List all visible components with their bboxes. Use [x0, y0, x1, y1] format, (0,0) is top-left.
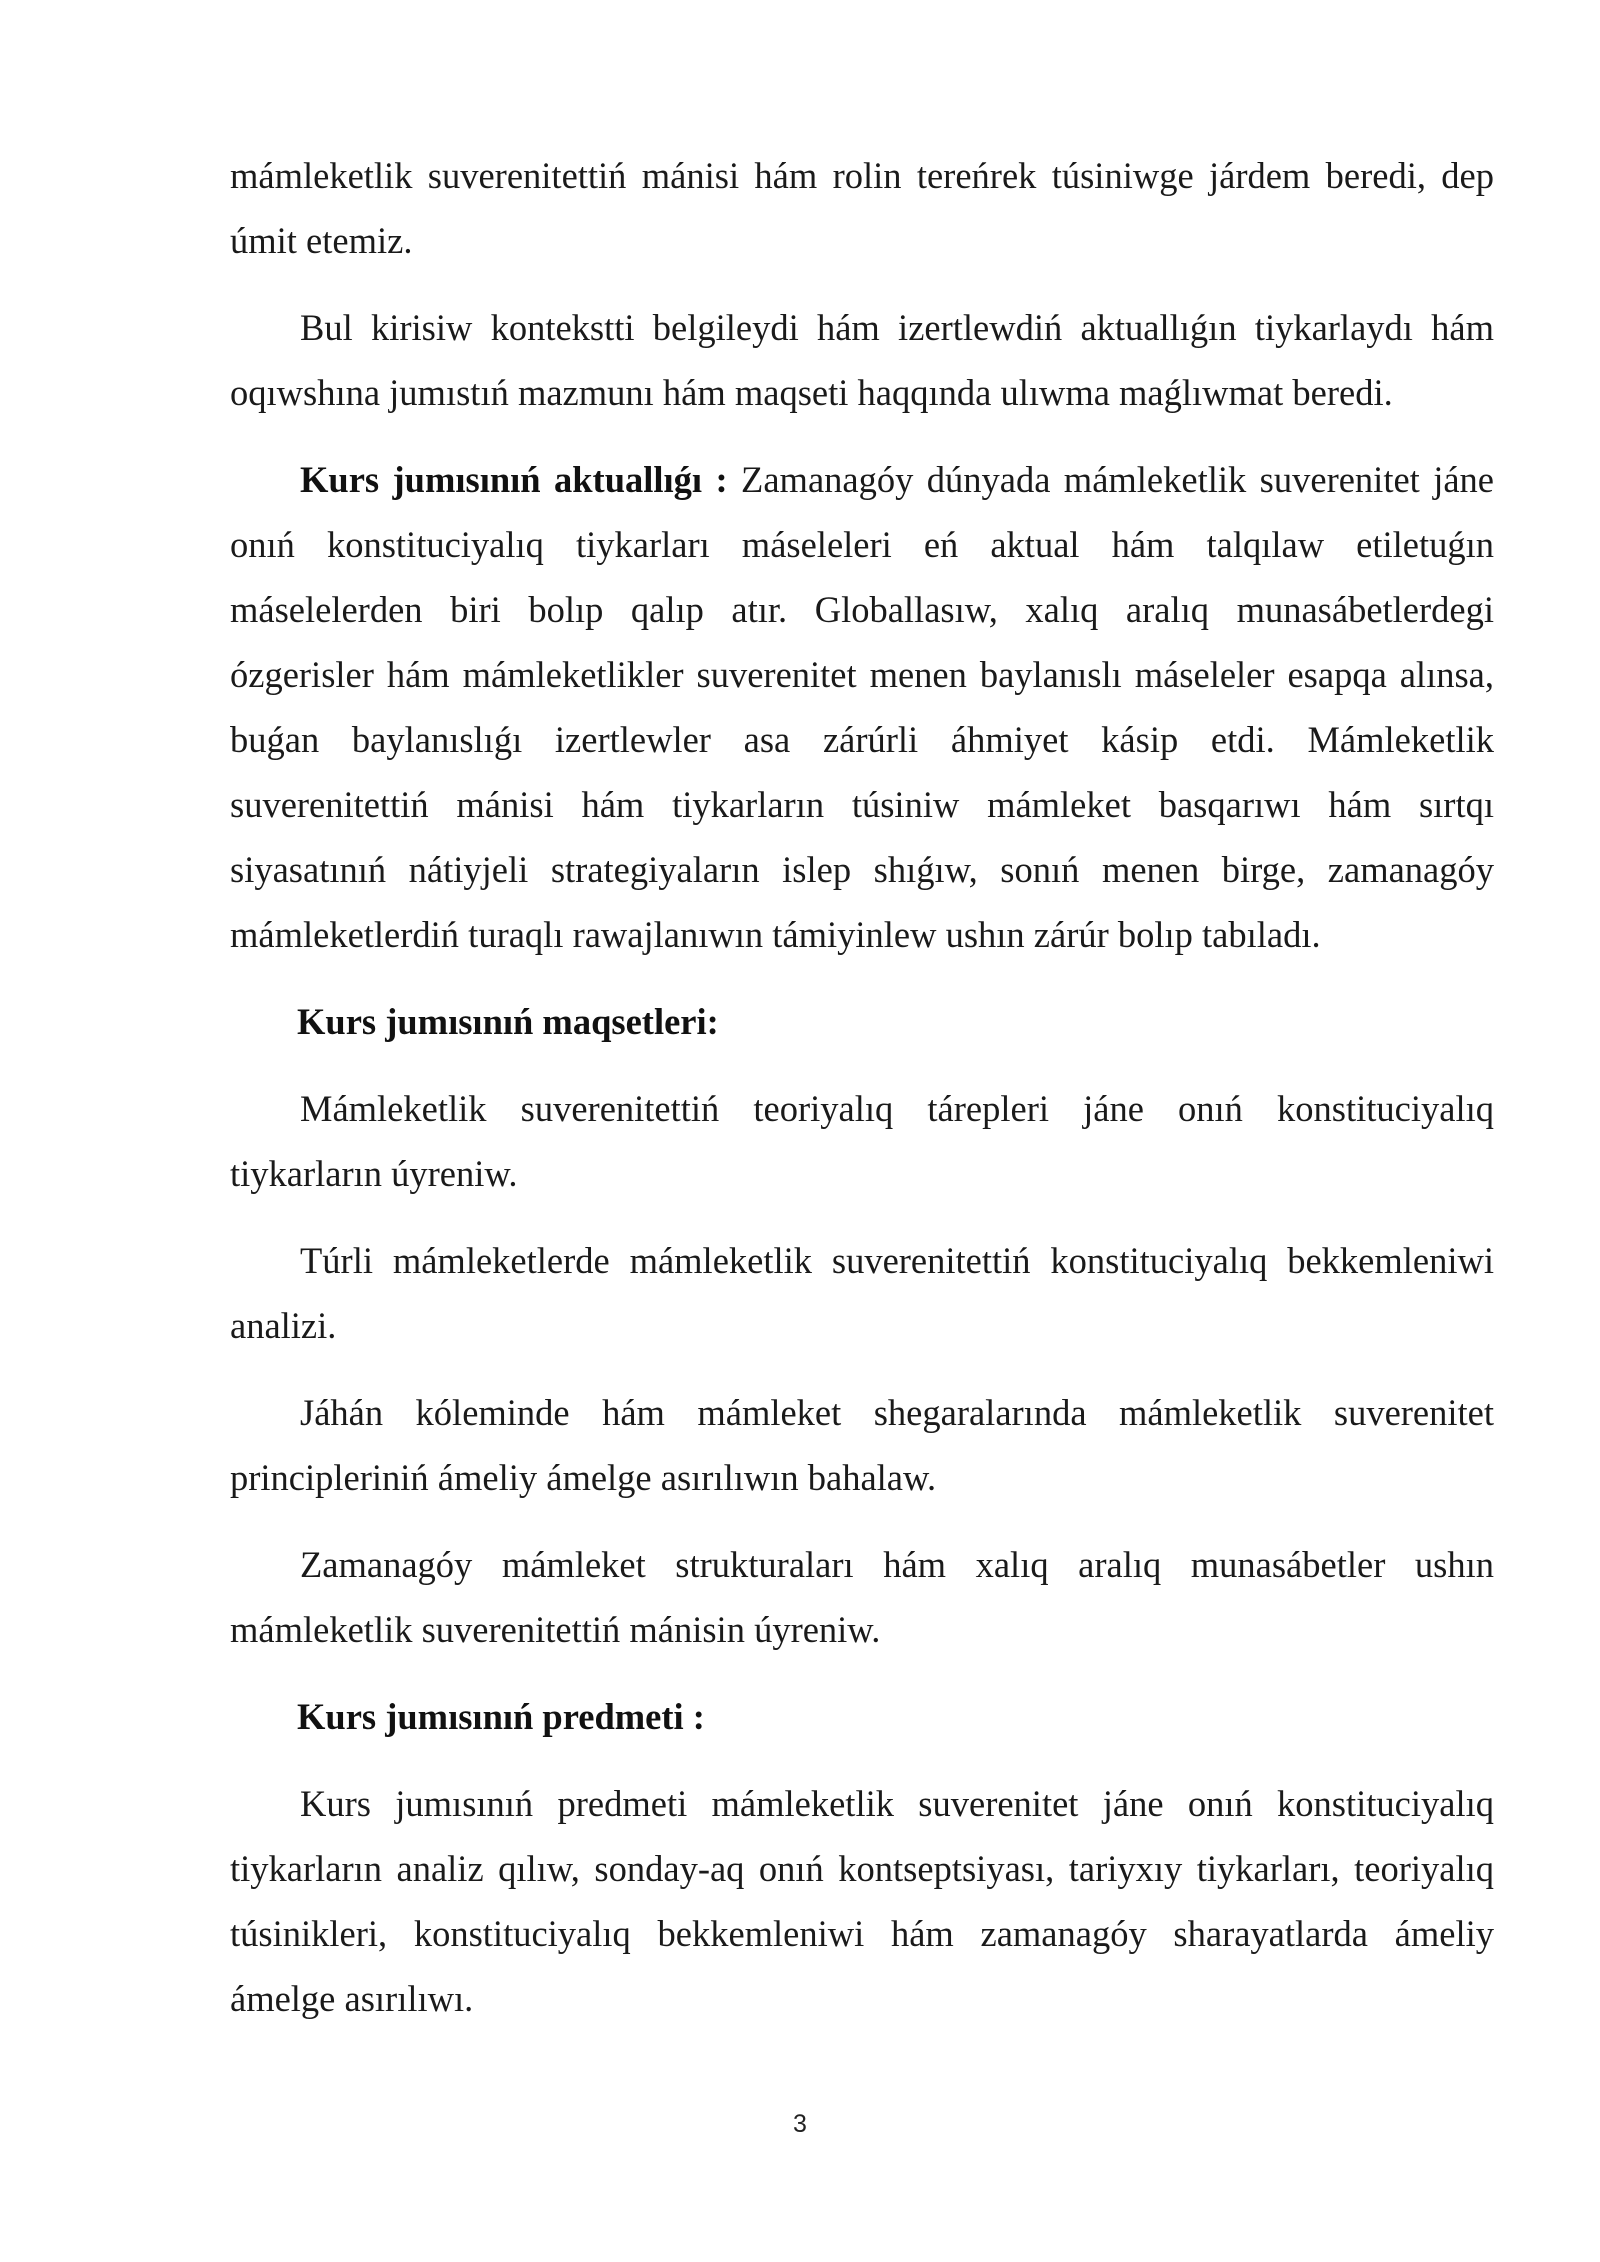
paragraph-goal-2	[230, 1228, 1494, 1358]
paragraph-goal-3	[230, 1380, 1494, 1510]
paragraph-text: Kurs jumısınıń predmeti mámleketlik suverenitet jáne onıń konstituciyalıq tiykarların analiz qılıw, sonday-aq onıń kontseptsiyası, tariyxıy tiykarları, teoriyalıq túsinikleri, konstituciyalıq bekkemleniwi hám zamanagóy sharayatlarda ámeliy ámelge asırılıwı.	[230, 1783, 1494, 2019]
paragraph-intro-continuation	[230, 143, 1494, 273]
paragraph-text: Zamanagóy mámleket strukturaları hám xalıq aralıq munasábetler ushın mámleketlik suverenitettiń mánisin úyreniw.	[230, 1544, 1494, 1650]
document-body	[230, 143, 1494, 2053]
paragraph-text: Jáhán kóleminde hám mámleket shegaralarında mámleketlik suverenitet principleriniń ámeliy ámelge asırılıwın bahalaw.	[230, 1392, 1494, 1498]
paragraph-context	[230, 295, 1494, 425]
subject-heading: Kurs jumısınıń predmeti :	[297, 1696, 705, 1737]
paragraph-goal-4	[230, 1532, 1494, 1662]
page-number: 3	[793, 2110, 807, 2138]
relevance-heading: Kurs jumısınıń aktuallıǵı :	[300, 459, 728, 500]
paragraph-text: Mámleketlik suverenitettiń teoriyalıq tárepleri jáne onıń konstituciyalıq tiykarların úyreniw.	[230, 1088, 1494, 1194]
paragraph-text: mámleketlik suverenitettiń mánisi hám rolin tereńrek túsiniwge járdem beredi, dep úmit etemiz.	[230, 155, 1494, 261]
paragraph-text: Zamanagóy dúnyada mámleketlik suverenitet jáne onıń konstituciyalıq tiykarları máseleleri eń aktual hám talqılaw etiletuǵın máselelerden biri bolıp qalıp atır. Globallasıw, xalıq aralıq munasábetlerdegi ózgerisler hám mámleketlikler suverenitet menen baylanıslı máseleler esapqa alınsa, buǵan baylanıslıǵı izertlewler asa zárúrli áhmiyet kásip etdi. Mámleketlik suverenitettiń mánisi hám tiykarların túsiniw mámleket basqarıwı hám sırtqı siyasatınıń nátiyjeli strategiyaların islep shıǵıw, sonıń menen birge, zamanagóy mámleketlerdiń turaqlı rawajlanıwın támiyinlew ushın zárúr bolıp tabıladı.	[230, 459, 1495, 955]
paragraph-relevance	[230, 447, 1494, 967]
section-heading-subject	[230, 1684, 1494, 1749]
paragraph-goal-1	[230, 1076, 1494, 1206]
paragraph-subject	[230, 1771, 1494, 2031]
goals-heading: Kurs jumısınıń maqsetleri:	[297, 1001, 719, 1042]
section-heading-goals	[230, 989, 1494, 1054]
paragraph-text: Túrli mámleketlerde mámleketlik suverenitettiń konstituciyalıq bekkemleniwi analizi.	[230, 1240, 1494, 1346]
paragraph-text: Bul kirisiw kontekstti belgileydi hám izertlewdiń aktuallıǵın tiykarlaydı hám oqıwshına jumıstıń mazmunı hám maqseti haqqında ulıwma maǵlıwmat beredi.	[230, 307, 1494, 413]
